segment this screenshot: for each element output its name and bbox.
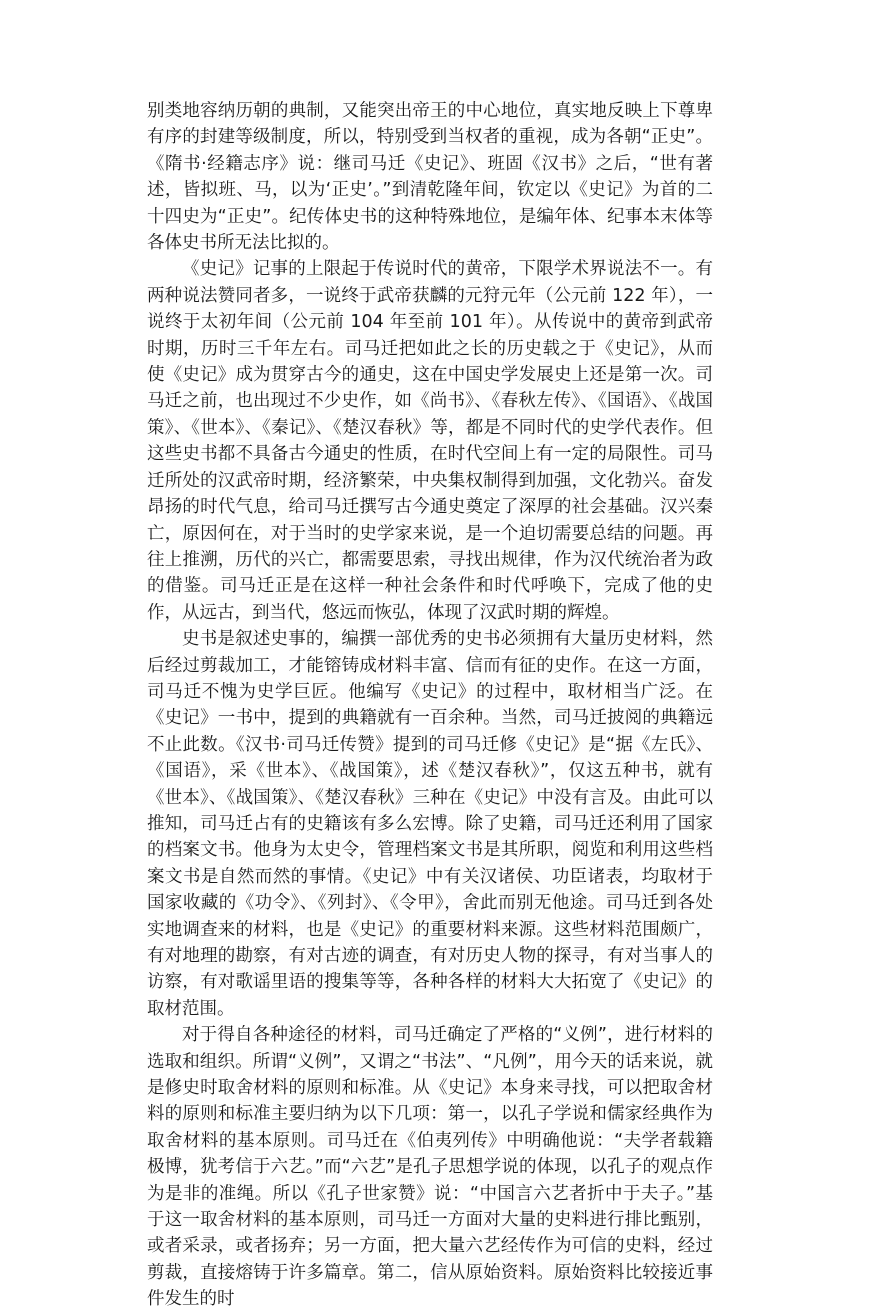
paragraph-2: 《史记》记事的上限起于传说时代的黄帝，下限学术界说法不一。有两种说法赞同者多，一说终于武帝获麟的元狩元年（公元前 122 年），一说终于太初年间（公元前 104 年至前 101 年）。从传说中的黄帝到武帝时期，历时三千年左右。司马迁把如此之长的历史载之于《史记》，从而使《史记》成为贯穿古今的通史，这在中国史学发展史上还是第一次。司马迁之前，也出现过不少史作，如《尚书》、《春秋左传》、《国语》、《战国策》、《世本》、《秦记》、《楚汉春秋》等，都是不同时代的史学代表作。但这些史书都不具备古今通史的性质，在时代空间上有一定的局限性。司马迁所处的汉武帝时期，经济繁荣，中央集权制得到加强，文化勃兴。奋发昂扬的时代气息，给司马迁撰写古今通史奠定了深厚的社会基础。汉兴秦亡，原因何在，对于当时的史学家来说，是一个迫切需要总结的问题。再往上推溯，历代的兴亡，都需要思索，寻找出规律，作为汉代统治者为政的借鉴。司马迁正是在这样一种社会条件和时代呼唤下，完成了他的史作，从远古，到当代，悠远而恢弘，体现了汉武时期的辉煌。 xyxy=(147,259,713,623)
paragraph-3: 史书是叙述史事的，编撰一部优秀的史书必须拥有大量历史材料，然后经过剪裁加工，才能镕铸成材料丰富、信而有征的史作。在这一方面，司马迁不愧为史学巨匠。他编写《史记》的过程中，取材相当广泛。在《史记》一书中，提到的典籍就有一百余种。当然，司马迁披阅的典籍远不止此数。《汉书·司马迁传赞》提到的司马迁修《史记》是“据《左氏》、《国语》，采《世本》、《战国策》，述《楚汉春秋》”，仅这五种书，就有《世本》、《战国策》、《楚汉春秋》三种在《史记》中没有言及。由此可以推知，司马迁占有的史籍该有多么宏博。除了史籍，司马迁还利用了国家的档案文书。他身为太史令，管理档案文书是其所职，阅览和利用这些档案文书是自然而然的事情。《史记》中有关汉诸侯、功臣诸表，均取材于国家收藏的《功令》、《列封》、《令甲》，舍此而别无他途。司马迁到各处实地调查来的材料，也是《史记》的重要材料来源。这些材料范围颇广，有对地理的勘察，有对古迹的调查，有对历史人物的探寻，有对当事人的访察，有对歌谣里语的搜集等等，各种各样的材料大大拓宽了《史记》的取材范围。 xyxy=(147,629,713,1019)
paragraph-4: 对于得自各种途径的材料，司马迁确定了严格的“义例”，进行材料的选取和组织。所谓“义例”，又谓之“书法”、“凡例”，用今天的话来说，就是修史时取舍材料的原则和标准。从《史记》本身来寻找，可以把取舍材料的原则和标准主要归纳为以下几项：第一，以孔子学说和儒家经典作为取舍材料的基本原则。司马迁在《伯夷列传》中明确他说：“夫学者载籍极博，犹考信于六艺。”而“六艺”是孔子思想学说的体现，以孔子的观点作为是非的准绳。所以《孔子世家赞》说：“中国言六艺者折中于夫子。”基于这一取舍材料的基本原则，司马迁一方面对大量的史料进行排比甄别，或者采录，或者扬弃；另一方面，把大量六艺经传作为可信的史料，经过剪裁，直接熔铸于许多篇章。第二，信从原始资料。原始资料比较接近事件发生的时 xyxy=(147,1025,713,1310)
paragraph-1: 别类地容纳历朝的典制，又能突出帝王的中心地位，真实地反映上下尊卑有序的封建等级制度，所以，特别受到当权者的重视，成为各朝“正史”。《隋书·经籍志序》说：继司马迁《史记》、班固《汉书》之后，“世有著述，皆拟班、马，以为‘正史’。”到清乾隆年间，钦定以《史记》为首的二十四史为“正史”。纪传体史书的这种特殊地位，是编年体、纪事本末体等各体史书所无法比拟的。 xyxy=(147,101,713,254)
document-page xyxy=(147,98,713,1313)
